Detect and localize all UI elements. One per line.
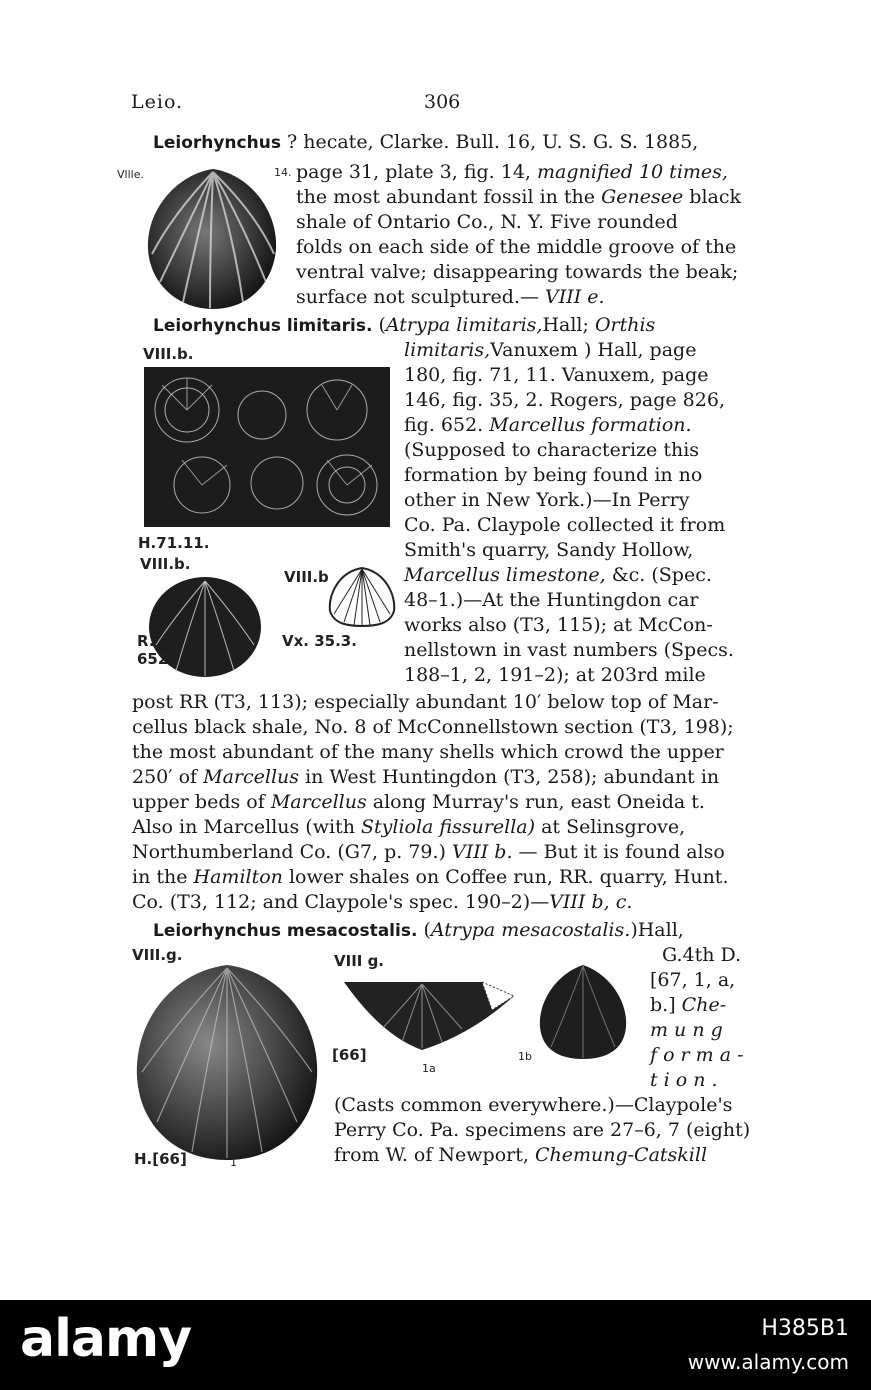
- running-head: Leio.: [131, 91, 184, 113]
- text-line: works also (T3, 115); at McCon-: [404, 614, 713, 636]
- text-line: 250′ of Marcellus in West Huntingdon (T3, 258); abundant in: [132, 766, 720, 788]
- text-line: fig. 652. Marcellus formation.: [404, 414, 692, 436]
- fig2-label-bottom: H.71.11.: [138, 534, 210, 552]
- text-line: Co. (T3, 112; and Claypole's spec. 190–2)—VIII b, c.: [132, 891, 633, 913]
- text-line: 48–1.)—At the Huntingdon car: [404, 589, 699, 611]
- text-line: b.] Che-: [650, 994, 727, 1016]
- fig6-label-top: VIII g.: [334, 952, 385, 970]
- text-line: folds on each side of the middle groove of the: [296, 236, 737, 258]
- fossil-mesacostalis-side-figure: [536, 962, 630, 1062]
- text-line: upper beds of Marcellus along Murray's run, east Oneida t.: [132, 791, 705, 813]
- text-line: [67, 1, a,: [650, 969, 736, 991]
- text-line: (Casts common everywhere.)—Claypole's: [334, 1094, 733, 1116]
- fig3-label-bottom-a: R.: [137, 632, 155, 650]
- text-line: surface not sculptured.— VIII e.: [296, 286, 605, 308]
- fig1-label-right: 14.: [274, 166, 292, 179]
- fig3-label-top: VIII.b.: [140, 555, 191, 573]
- query-mark: ?: [287, 131, 298, 153]
- fig7-label-sub: 1b: [518, 1050, 532, 1063]
- text-line: page 31, plate 3, fig. 14, magnified 10 times,: [296, 161, 728, 183]
- text-line: formation by being found in no: [404, 464, 703, 486]
- fig6-label-sub: 1a: [422, 1062, 436, 1075]
- text-line: f o r m a -: [650, 1044, 744, 1066]
- text-line: t i o n .: [650, 1069, 718, 1091]
- text-line: nellstown in vast numbers (Specs.: [404, 639, 734, 661]
- text-line: (Supposed to characterize this: [404, 439, 700, 461]
- text-line: Perry Co. Pa. specimens are 27–6, 7 (eight): [334, 1119, 751, 1141]
- fig2-label-top: VIII.b.: [143, 345, 194, 363]
- text-line: m u n g: [650, 1019, 723, 1041]
- text-line: Marcellus limestone, &c. (Spec.: [404, 564, 712, 586]
- fig5-label-bottom: H.[66]: [134, 1150, 187, 1168]
- text-line: cellus black shale, No. 8 of McConnellstown section (T3, 198);: [132, 716, 734, 738]
- fig5-label-num: 1: [230, 1156, 237, 1169]
- fossil-limitaris-small-figure: [326, 566, 398, 628]
- text-line: limitaris,Vanuxem ) Hall, page: [404, 339, 697, 361]
- entry-hecate-line1: [153, 130, 698, 156]
- text-line: 146, fig. 35, 2. Rogers, page 826,: [404, 389, 725, 411]
- fig3-label-bottom-b: 652.: [137, 650, 175, 668]
- fig4-label-top: VIII.b: [284, 568, 329, 586]
- fig5-label-top: VIII.g.: [132, 946, 183, 964]
- fig1-label-left: Vllle.: [117, 168, 144, 181]
- fig6-label-bracket: [66]: [332, 1046, 367, 1064]
- page-number: 306: [424, 91, 461, 113]
- stock-id: H385B1: [761, 1316, 849, 1341]
- fig4-label-bottom: Vx. 35.3.: [282, 632, 357, 650]
- text-line: in the Hamilton lower shales on Coffee run, RR. quarry, Hunt.: [132, 866, 729, 888]
- fossil-mesacostalis-hinge-figure: [342, 974, 514, 1054]
- entry-limitaris-line1: Leiorhynchus limitaris. (Atrypa limitaris,Hall; Orthis: [153, 314, 656, 336]
- species-name: Leiorhynchus: [153, 133, 281, 153]
- fossil-mesacostalis-large-figure: [132, 962, 322, 1162]
- text-line: Smith's quarry, Sandy Hollow,: [404, 539, 694, 561]
- text-line: ventral valve; disappearing towards the beak;: [296, 261, 739, 283]
- text-line: shale of Ontario Co., N. Y. Five rounded: [296, 211, 678, 233]
- text-line: post RR (T3, 113); especially abundant 10′ below top of Mar-: [132, 691, 719, 713]
- text-line: G.4th D.: [662, 944, 742, 966]
- text-line: Also in Marcellus (with Styliola fissurella) at Selinsgrove,: [132, 816, 686, 838]
- text-line: other in New York.)—In Perry: [404, 489, 690, 511]
- fossil-hecate-figure: [138, 164, 288, 314]
- text-line: 180, fig. 71, 11. Vanuxem, page: [404, 364, 709, 386]
- text-line: the most abundant of the many shells which crowd the upper: [132, 741, 724, 763]
- entry-mesacostalis-line1: Leiorhynchus mesacostalis. (Atrypa mesacostalis.)Hall,: [153, 919, 684, 941]
- alamy-logo: alamy: [20, 1309, 192, 1369]
- stock-url: www.alamy.com: [687, 1350, 849, 1374]
- text-line: from W. of Newport, Chemung-Catskill: [334, 1144, 708, 1166]
- fossil-slab-figure: [142, 365, 392, 530]
- text-line: hecate, Clarke. Bull. 16, U. S. G. S. 1885,: [303, 131, 699, 153]
- text-line: 188–1, 2, 191–2); at 203rd mile: [404, 664, 706, 686]
- text-line: Co. Pa. Claypole collected it from: [404, 514, 726, 536]
- text-line: the most abundant fossil in the Genesee black: [296, 186, 742, 208]
- text-line: Northumberland Co. (G7, p. 79.) VIII b. — But it is found also: [132, 841, 725, 863]
